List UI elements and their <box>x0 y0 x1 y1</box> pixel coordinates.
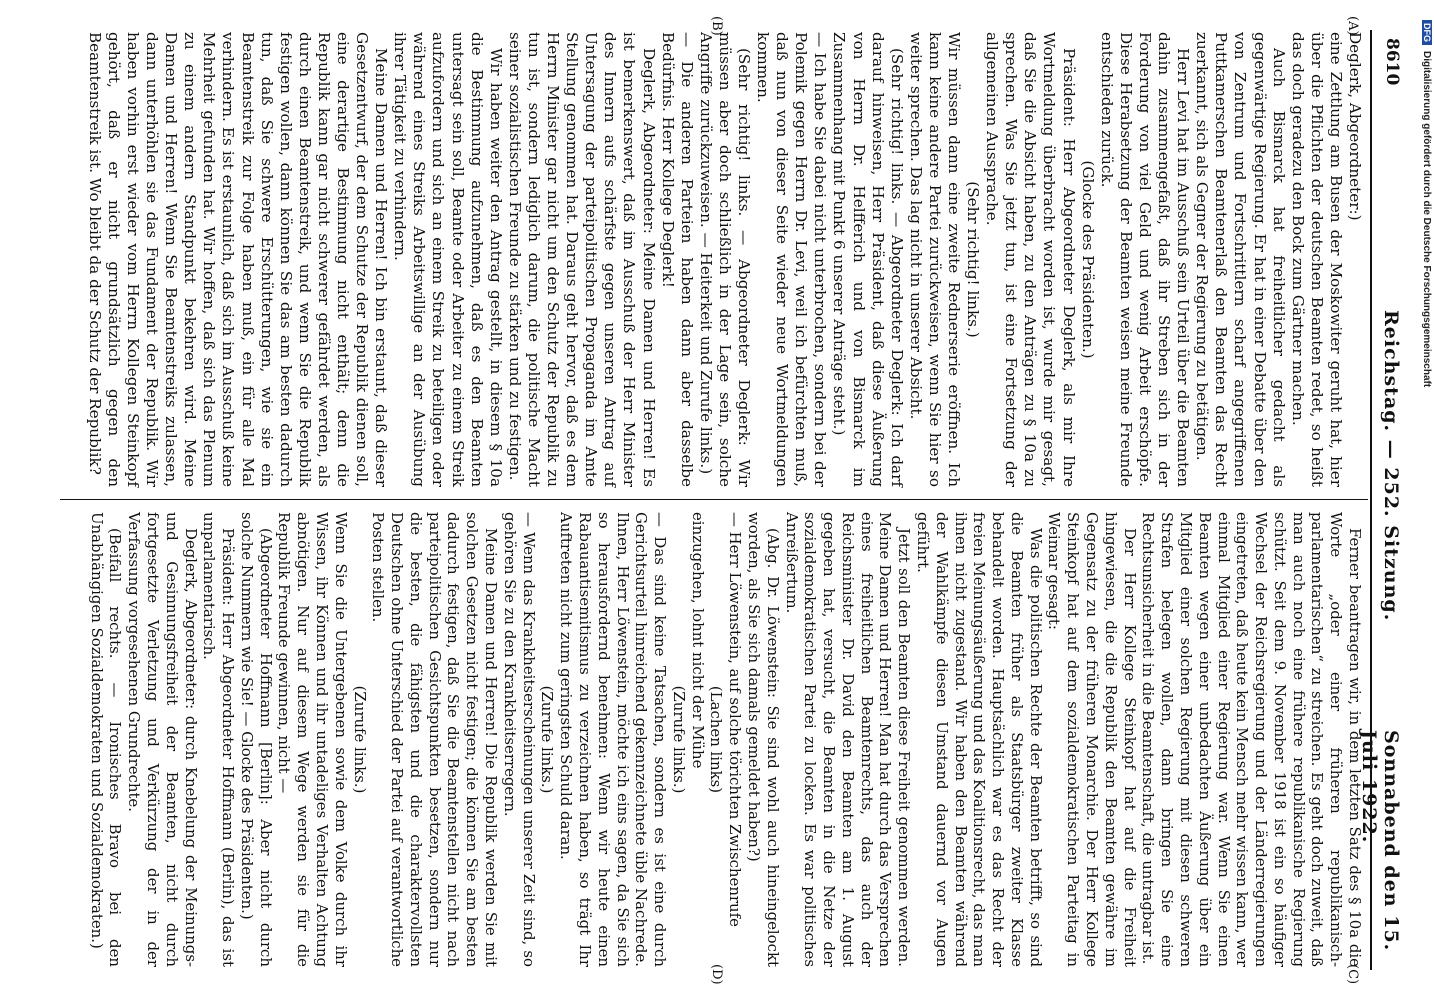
stage-direction: (Glocke des Präsidenten.) <box>1078 160 1097 359</box>
session-date: Sonnabend den 15. Juli 1922. <box>1358 730 1402 952</box>
margin-mark-a: (A) <box>1345 16 1360 36</box>
paragraph: Deglerk, Abgeordneter:) <box>1346 32 1364 221</box>
paragraph: Ferner beantragen wir, in dem letzten Satz des § 10a die Worte „oder einer früheren republikanisch-parlamentarischen“ zu streichen. Es geht doch zuweit, daß man auch noch eine frühere republikanische Regierung schützt. Seit dem 9. November 1918 ist ein so häufiger Wechsel der Reichsregierung und der Länderregierungen eingetreten, daß heute kein Mensch mehr wissen kann, wer einmal Mitglied einer Regierung war. Wenn Sie einen Beamten wegen einer unbedachten Äußerung über ein Mitglied einer solchen Regierung mit diesen schweren Strafen belegen wollen, dann bringen Sie eine Rechtsunsicherheit in die Beamtenschaft, die untragbar ist. <box>1139 512 1364 967</box>
column-divider <box>60 499 1368 500</box>
margin-mark-b: (B) <box>709 16 724 36</box>
paragraph: — Ich habe Sie dabei nicht unterbrochen, sondern bei der Polemik gegen Herrn Dr. Levi, weil ich befürchten muß, daß nun von dieser Seite wieder neue Wortmeldungen kommen. <box>754 32 830 487</box>
paragraph: einzugehen, lohnt nicht der Mühe <box>688 512 707 769</box>
margin-mark-d: (D) <box>709 964 724 985</box>
stage-direction: (Zurufe links.) <box>669 685 688 794</box>
stage-direction: (Zurufe links.) <box>350 685 369 794</box>
paragraph: Deglerk, Abgeordneter: durch Knebelung der Meinungs- und Gesinnungsfreiheit der Beamten, nicht durch fortgesetzte Verletzung und Verkürzung der in der Verfassung vorgesehenen Grundrechte. <box>125 512 200 967</box>
paragraph: Deglerk, Abgeordneter: Meine Damen und Herren! Es ist bemerkenswert, daß im Ausschuß der Herr Minister des Innern aufs schärfste gegen unseren Antrag auf Untersagung der parteipolitischen Propaganda im Amte Stellung genommen hat. Daraus geht hervor, daß es dem Herrn Minister gar nicht um den Schutz der Republik zu tun ist, sondern lediglich darum, die politische Macht seiner sozialistischen Freunde zu stärken und zu festigen. <box>505 32 658 487</box>
paragraph: Auch Bismarck hat freiheitlicher gedacht als gegenwärtige Regierung. Er hat in einer Debatte über den von Zentrum und Fortschrittlern scharf angegriffenen Puttkamerschen Beamtenerlaß den Beamten das Recht zuerkannt, sich als Gegner der Regierung zu betätigen. <box>1193 32 1288 487</box>
page-header <box>1358 30 1402 970</box>
paragraph: Wir müssen dann eine zweite Rednerserie eröffnen. Ich kann keine andere Partei zurückweisen, wenn Sie hier so weiter sprechen. Das lag nicht in unserer Absicht. <box>906 32 964 487</box>
paragraph: eine Zettlung am Busen der Moskowiter geruht hat, hier über die Pflichten der deutschen Beamten redet, so heißt das doch geradezu den Bock zum Gärtner machen. <box>1288 32 1345 487</box>
paragraph: — Die anderen Parteien haben dann aber dasselbe Bedürfnis. Herr Kollege Deglerk! <box>658 32 696 487</box>
dfg-logo: DFG <box>1422 20 1432 45</box>
paragraph: Jetzt soll den Beamten diese Freiheit genommen werden. Meine Damen und Herren! Man hat durch das Versprechen eines freiheitlichen Beamtenrechts, das auch der Reichsminister Dr. David den Beamten am 1. August gegeben hat, versucht, die Beamten in die Netze der sozialdemokratischen Partei zu locken. Es war politisches Anreißertum. <box>782 512 914 967</box>
stage-direction: (Abg. Dr. Löwenstein: Sie sind wohl auch hineingelockt worden, als Sie sich damals gemeldet haben?) <box>745 512 782 967</box>
margin-mark-c: (C) <box>1345 964 1360 985</box>
digitization-text: Digitalisierung gefördert durch die Deutsche Forschungsgemeinschaft <box>1421 51 1432 388</box>
paragraph: Wenn Sie die Untergebenen sowie dem Volke durch ihr Wissen, ihr Können und ihr untadeliges Verhalten Achtung abnötigen. Nur auf diesem Wege werden sie für die Republik Freunde gewinnen, nicht — <box>275 512 350 967</box>
paragraph: — Wenn das Krankheitserscheinungen unserer Zeit sind, so gehören Sie zu den Krankheitserregern. <box>500 512 538 967</box>
stage-direction: (Sehr richtig! links. — Abgeordneter Deglerk: Ich darf darauf hinweisen, Herr Präsident, daß diese Äußerung von Herrn Dr. Helfferich und von Bismarck im Zusammenhang mit Punkt 6 unserer Anträge steht.) <box>830 32 906 487</box>
paragraph: Der Herr Kollege Steinkopf hat auf die Freiheit hingewiesen, die die Republik den Beamten gewähre im Gegensatz zu der früheren Monarchie. Der Herr Kollege Steinkopf hat auf dem sozialdemokratischen Parteitag in Weimar gesagt: <box>1045 512 1139 967</box>
right-column <box>87 512 1364 967</box>
stage-direction: (Lachen links) <box>707 685 726 794</box>
paragraph: — Herr Löwenstein, auf solche törichten Zwischenrufe <box>726 512 745 927</box>
paragraph: — Das sind keine Tatsachen, sondern es ist eine durch Gerichtsurteil hinreichend gekennzeichnete üble Nachrede. Ihnen, Herr Löwenstein, möchte ich eins sagen, da Sie sich so herausfordernd benehmen: Wenn wir heute einen Rabauantisemitismus zu verzeichnen haben, so trägt Ihr Auftreten nicht zum geringsten Schuld daran. <box>557 512 670 967</box>
stage-direction: (Sehr richtig! links. — Abgeordneter Deglerk: Wir müssen aber doch schließlich in der Lage sein, solche Angriffe zurückzuweisen. — Heiterkeit und Zurufe links.) <box>696 32 753 487</box>
session-title: Reichstag. — 252. Sitzung. <box>1380 310 1402 622</box>
digitization-credit <box>1416 20 1432 980</box>
page-number: 8610 <box>1382 38 1402 86</box>
stage-direction: (Sehr richtig! links.) <box>964 181 983 338</box>
paragraph: Wir haben weiter den Antrag gestellt, in diesem § 10a die Bestimmung aufzunehmen, daß es den Beamten untersagt sein soll, Beamte oder Arbeiter zu einem Streik aufzufordern und sich an einem Streik zu beteiligen oder während eines Streiks Arbeitswillige an der Ausübung ihrer Tätigkeit zu verhindern. <box>391 32 505 487</box>
paragraph: Herr Levi hat im Ausschuß sein Urteil über die Beamten dahin zusammengefaßt, daß ihr Streben sich in der Forderung von viel Geld und wenig Arbeit erschöpfe. Diese Herabsetzung der Beamten weisen meine Freunde entschieden zurück. <box>1097 32 1193 487</box>
paragraph: Meine Damen und Herren! Ich bin erstaunt, daß dieser Gesetzentwurf, der dem Schutze der Republik dienen soll, eine derartige Bestimmung nicht enthält; denn die Republik kann gar nicht schwerer gefährdet werden, als durch einen Beamtenstreik, und wenn Sie die Republik festigen wollen, dann können Sie das am besten dadurch tun, daß Sie schwere Erschütterungen, wie sie ein Beamtenstreik zur Folge haben muß, ein für alle Mal verhindern. Es ist erstaunlich, daß sich im Ausschuß keine Mehrheit gefunden hat. Wir hoffen, daß sich das Plenum zu einem andern Standpunkt bekehren wird. Meine Damen und Herren! Wenn Sie Beamtenstreiks zulassen, dann unterhöhlen sie das Fundament der Republik. Wir haben vorhin erst wieder vom Herrn Kollegen Steinkopf gehört, daß er nicht grundsätzlich gegen den Beamtenstreik ist. Wo bleibt da der Schutz der Republik? <box>85 32 391 487</box>
quotation: Was die politischen Rechte der Beamten betrifft, so sind die Beamten früher als Staatsbürger zweiter Klasse behandelt worden. Hauptsächlich war es das Recht der freien Meinungsäußerung und das Koalitionsrecht, das man ihnen nicht zugestand. Wir haben den Beamten während der Wahlkämpfe diesen Umstand dauernd vor Augen geführt. <box>914 512 1045 967</box>
stage-direction: (Abgeordneter Hoffmann [Berlin]: Aber nicht durch solche Nummern wie Sie! — Glocke des Präsidenten.) <box>237 512 275 967</box>
left-column <box>85 32 1364 487</box>
paragraph: Präsident: Herr Abgeordneter Deglerk, als mir Ihre Wortmeldung überbracht worden ist, wurde mir gesagt, daß Sie die Absicht haben, zu den Anträgen zu § 10a zu sprechen. Was Sie jetzt tun, ist eine Fortsetzung der allgemeinen Aussprache. <box>983 32 1078 487</box>
stage-direction: (Beifall rechts. — Ironisches Bravo bei den Unabhängigen Sozialdemokraten und Sozialdemokraten.) <box>87 512 125 967</box>
header-rule <box>1370 30 1372 970</box>
paragraph: Präsident: Herr Abgeordneter Hoffmann (Berlin), das ist unparlamentarisch. <box>200 512 238 967</box>
paragraph: Meine Damen und Herren! Die Republik werden Sie mit solchen Gesetzen nicht festigen; die können Sie am besten dadurch festigen, daß Sie die Beamtenstellen nicht nach parteipolitischen Gesichtspunkten besetzen, sondern nur die besten, die fähigsten und die charaktervollsten Deutschen ohne Unterschied der Partei auf verantwortliche Posten stellen. <box>369 512 501 967</box>
stage-direction: (Zurufe links.) <box>538 685 557 794</box>
document-page <box>44 16 1404 985</box>
